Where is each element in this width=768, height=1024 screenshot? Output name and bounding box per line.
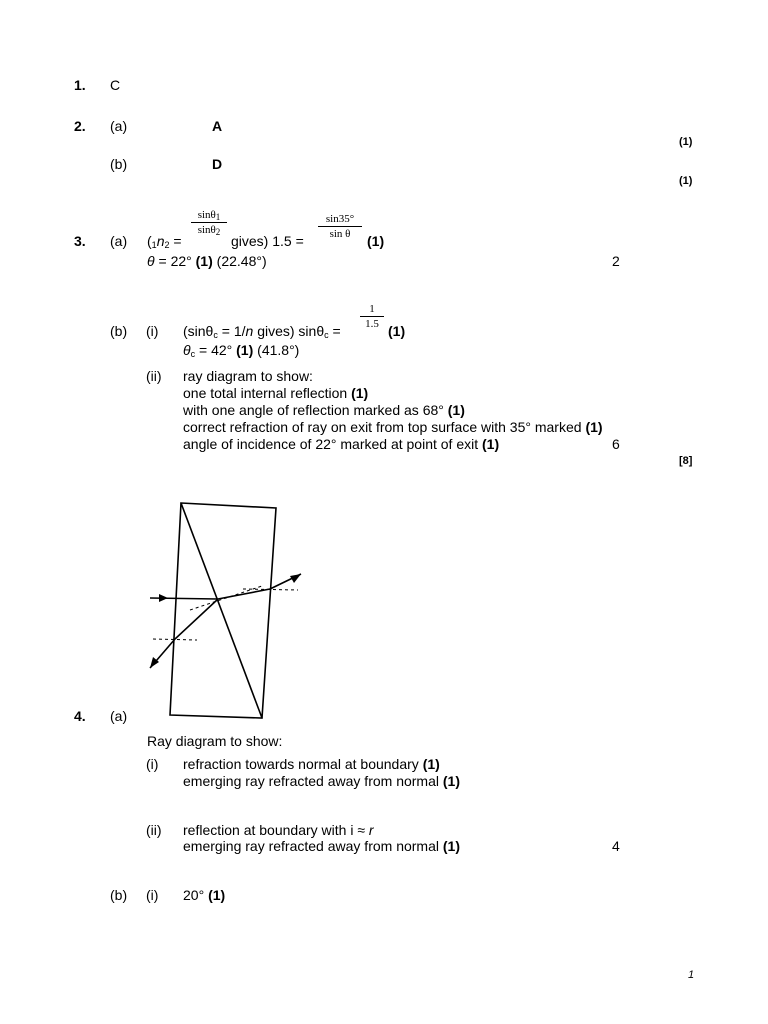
q4a-ii-label: (ii)	[146, 822, 162, 838]
q3b-ii-label: (ii)	[146, 368, 162, 384]
q3b-ii-line-3: with one angle of reflection marked as 68° (1)	[183, 402, 465, 418]
q3b-ii-line-2: one total internal reflection (1)	[183, 385, 369, 401]
q3b-ii-line-1: ray diagram to show:	[183, 368, 313, 384]
q3b-i-mark1: (1)	[388, 323, 406, 339]
q1-answer: C	[110, 77, 121, 93]
q3b-part: (b)	[110, 323, 128, 339]
q4b-part: (b)	[110, 887, 128, 903]
glass-block-outline	[170, 503, 276, 718]
q3a-result: θ = 22° (1) (22.48°)	[147, 253, 267, 269]
q4a-ii-line-2: emerging ray refracted away from normal (1)	[183, 838, 461, 854]
q3b-ii-line-4: correct refraction of ray on exit from top surface with 35° marked (1)	[183, 419, 603, 435]
q1-number: 1.	[74, 77, 86, 93]
q4-number: 4.	[74, 708, 86, 724]
q3b-i-fraction: 1 1.5	[360, 303, 384, 330]
q3-number: 3.	[74, 233, 86, 249]
right-arrowhead	[290, 574, 301, 583]
q4a-part: (a)	[110, 708, 128, 724]
page-number: 1	[688, 969, 695, 981]
q4a-ii-line-1: reflection at boundary with i ≈ r	[183, 822, 374, 838]
q3a-gives-text: gives) 1.5 =	[231, 233, 304, 249]
q2a-mark: (1)	[679, 136, 693, 148]
ray-to-exit-left	[175, 599, 218, 639]
q3b-ii-line-5: angle of incidence of 22° marked at point of exit (1)	[183, 436, 500, 452]
ray-to-exit-right	[218, 589, 270, 599]
q4b-i-answer: 20° (1)	[183, 887, 226, 903]
q3a-snell-prefix: ($_1n_2$ =	[147, 233, 182, 250]
q4a-i-label: (i)	[146, 756, 159, 772]
q3-grand-total: [8]	[679, 455, 693, 467]
q4b-i-label: (i)	[146, 887, 159, 903]
q2b-answer: D	[212, 156, 223, 172]
incident-arrowhead	[159, 594, 168, 602]
q3b-i-text: (sinθ$_c$ = 1/n gives) sinθ$_c$ =	[183, 323, 341, 340]
q2a-answer: A	[212, 118, 223, 134]
q4a-intro: Ray diagram to show:	[147, 733, 283, 749]
q3a-part: (a)	[110, 233, 128, 249]
q3b-total: 6	[612, 436, 620, 452]
q4a-total: 4	[612, 838, 620, 854]
q4a-i-line-2: emerging ray refracted away from normal (1)	[183, 773, 461, 789]
diagonal-line	[181, 503, 262, 718]
q3a-total: 2	[612, 253, 620, 269]
q3a-value-fraction: sin35° sin θ	[318, 213, 362, 240]
q2a-part: (a)	[110, 118, 128, 134]
q2b-mark: (1)	[679, 175, 693, 187]
q3a-snell-fraction: sinθ$_1$ sinθ$_2$	[191, 209, 227, 236]
q2-number: 2.	[74, 118, 86, 134]
q3a-mark1: (1)	[367, 233, 385, 249]
q3b-i-result: $\theta_c = 42^\circ$ (1) (41.8°)	[183, 342, 300, 359]
q3b-i-label: (i)	[146, 323, 159, 339]
q4a-i-line-1: refraction towards normal at boundary (1)	[183, 756, 440, 772]
q2b-part: (b)	[110, 156, 128, 172]
